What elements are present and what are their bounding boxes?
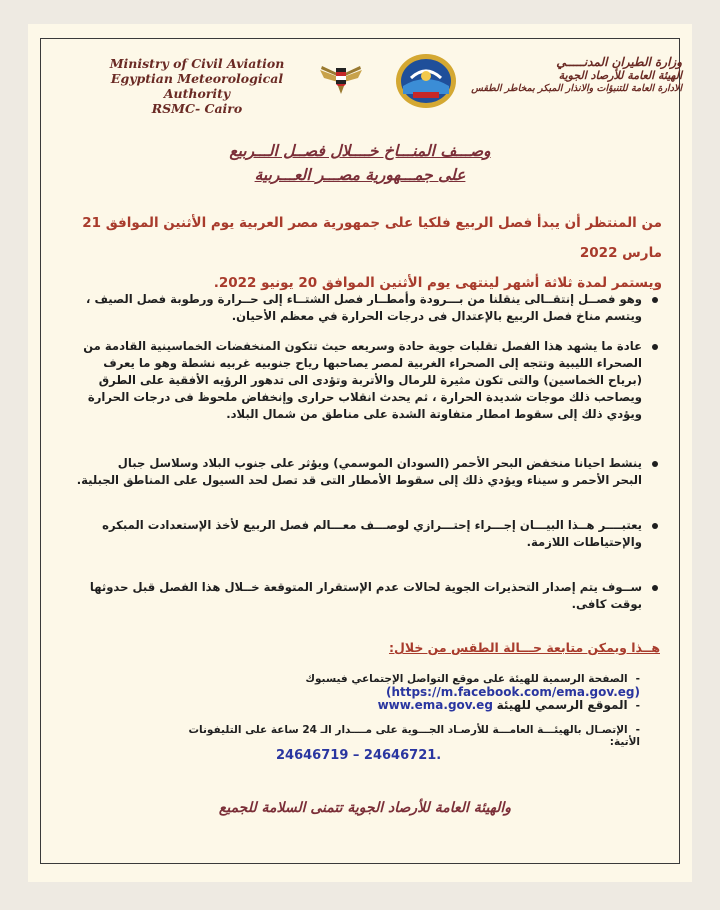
bullet-line: والإحتياطات اللازمة. xyxy=(526,535,642,549)
document-title: وصـــف المنـــاخ خــــلال فصــل الـــربيع xyxy=(229,142,491,160)
bullet-line: ويؤدي ذلك إلى سقوط امطار متفاوتة الشدة على مناطق من شمال البلاد. xyxy=(226,407,642,421)
bullet-dot-icon xyxy=(652,461,658,467)
civil-aviation-eagle-icon xyxy=(318,56,364,102)
bullet-line: عادة ما يشهد هذا الفصل تقلبات جوية حادة وسريعه حيث تتكون المنخفضات الخماسينية القادمة من xyxy=(83,339,642,353)
bullet-line: ويصاحب ذلك موجات شديدة الحرارة ، ثم يحدث انقلاب حرارى وإنخفاض ملحوظ فى درجات الحرارة xyxy=(87,390,642,404)
bullet-item xyxy=(62,455,660,489)
facebook-link[interactable]: (https://m.facebook.com/ema.gov.eg) xyxy=(385,685,640,699)
bullet-item xyxy=(62,291,660,325)
bullet-item xyxy=(62,579,660,613)
phone-label: الإتصـال بالهيئـــة العامـــة للأرصـاد الجـــوية على مــــدار الـ 24 ساعة على التليفونات الأتية: xyxy=(188,724,640,748)
phone-numbers: 24646719 – 24646721. xyxy=(276,748,442,763)
bullet-dot-icon xyxy=(652,585,658,591)
bullet-line: ســوف يتم إصدار التحذيرات الجوية لحالات عدم الإستقرار المتوقعة خــلال هذا الفصل قبل حدوثها xyxy=(89,580,642,594)
bullet-line: (برياح الخماسين) والتى تكون مثيرة للرمال والأتربة وتؤدى الى تدهور الرؤيه الأفقية على الطرق xyxy=(98,373,642,387)
bullet-dot-icon xyxy=(652,297,658,303)
website-label: الموقع الرسمي للهيئة xyxy=(496,698,628,712)
bullet-line: البحر الأحمر و سيناء ويؤدي ذلك إلى سقوط الأمطار التى قد تصل لحد السيول على المناطق الجبلية. xyxy=(76,473,642,487)
bullet-line: ينشط احيانا منخفض البحر الأحمر (السودان الموسمي) ويؤثر على جنوب البلاد وسلاسل جبال xyxy=(117,456,642,470)
bullet-line: يعتبــــر هــذا البيـــان إجـــراء إحتـــرازي لوصـــف معـــالم فصل الربيع لأخذ الإستعدادت المبكره xyxy=(102,518,642,532)
facebook-line: -الصفحة الرسمية للهيئة على موقع التواصل الإجتماعي فيسبوك (https://m.facebook.com/ema.gov.eg) xyxy=(305,673,640,699)
bullet-line: بوقت كافى. xyxy=(571,597,642,611)
ministry-name-ar: وزارة الطيران المدنـــــي xyxy=(556,55,682,69)
document-subtitle: على جمـــهورية مصـــر العـــربية xyxy=(254,166,466,184)
closing-line: والهيئة العامة للأرصاد الجوية تتمنى السلامة للجميع xyxy=(218,800,512,816)
bullet-item xyxy=(62,338,660,423)
intro-line: من المنتظر أن يبدأ فصل الربيع فلكيا على جمهورية مصر العربية يوم الأثنين الموافق 21 مارس 2022 xyxy=(82,215,662,261)
facebook-label: الصفحة الرسمية للهيئة على موقع التواصل الإجتماعي فيسبوك xyxy=(305,673,628,685)
bullet-dot-icon xyxy=(652,344,658,350)
phone-line: -الإتصـال بالهيئـــة العامـــة للأرصـاد الجـــوية على مــــدار الـ 24 ساعة على التليفونات الأتية: xyxy=(188,724,640,748)
bullet-line: ويتسم مناخ فصل الربيع بالإعتدال فى درجات الحرارة في معظم الأحيان. xyxy=(231,309,642,323)
bullet-line: وهو فصــل إنتقــالى ينقلنا من بـــرودة وأمطــار فصل الشتــاء إلى حــرارة ورطوبة فصل الصيف ، xyxy=(86,292,642,306)
ministry-name-en: Ministry of Civil Aviation xyxy=(109,56,285,71)
authority-name-en: Egyptian Meteorological Authority xyxy=(110,71,284,101)
bullet-line: الصحراء الليبية وتتجه إلى الصحراء الغربية لمصر يصاحبها رياح جنوبيه غربيه نشطة وهو ما يعرف xyxy=(103,356,642,370)
authority-name-ar: الهيئة العامة للأرصاد الجوية xyxy=(558,69,682,82)
bullet-dot-icon xyxy=(652,523,658,529)
website-link[interactable]: www.ema.gov.eg xyxy=(377,698,493,712)
bullet-item xyxy=(62,517,660,551)
intro-paragraph xyxy=(62,208,662,298)
department-name-ar: الادارة العامة للتنبؤات والانذار المبكر بمخاطر الطقس xyxy=(471,83,682,94)
rsmc-name-en: RSMC- Cairo xyxy=(151,101,243,116)
website-line: -الموقع الرسمي للهيئة www.ema.gov.eg xyxy=(377,698,640,712)
follow-heading: هــذا ويمكن متابعة حـــالة الطقس من خلال: xyxy=(388,640,660,655)
english-header xyxy=(92,56,302,116)
intro-line: ويستمر لمدة ثلاثة أشهر لينتهى يوم الأثنين الموافق 20 يونيو 2022. xyxy=(213,275,662,291)
arabic-header xyxy=(432,56,682,95)
